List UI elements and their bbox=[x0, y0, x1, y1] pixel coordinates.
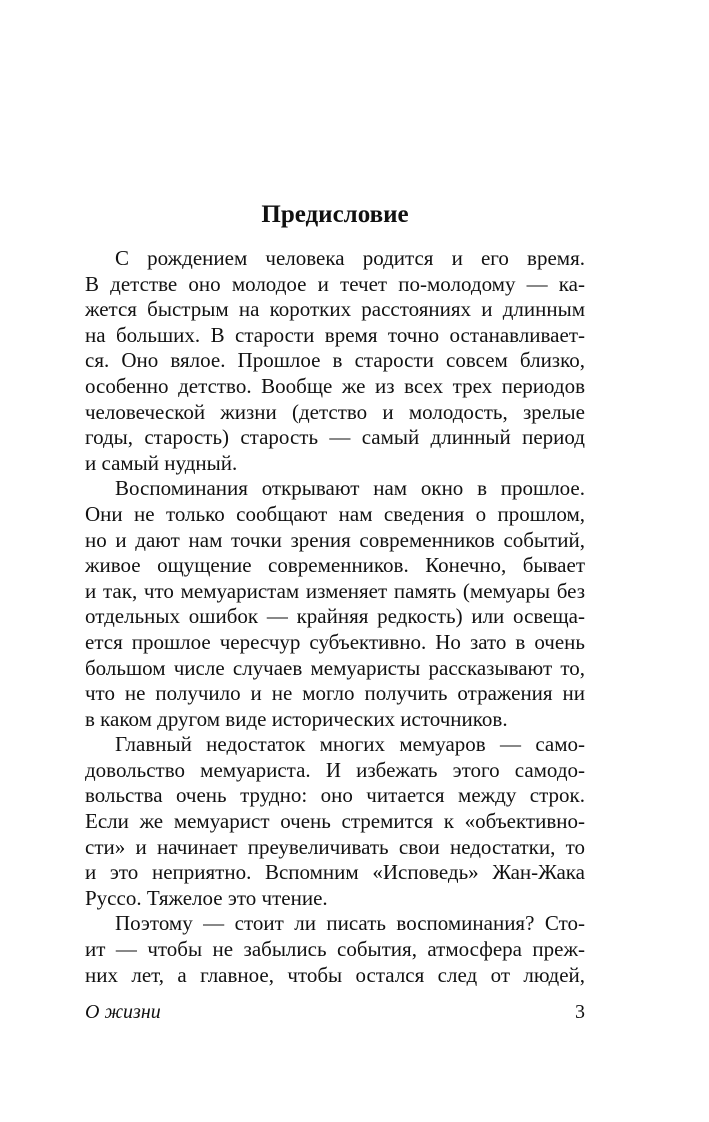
text-line: них лет, а главное, чтобы остался след от людей, bbox=[85, 962, 585, 987]
text-line: Если же мемуарист очень стремится к «объективно- bbox=[85, 809, 585, 834]
text-line: живое ощущение современников. Конечно, бывает bbox=[85, 553, 585, 578]
text-line: ит — чтобы не забылись события, атмосфера преж- bbox=[85, 937, 585, 962]
page-number: 3 bbox=[575, 1001, 585, 1023]
text-line: человеческой жизни (детство и молодость, зрелые bbox=[85, 399, 585, 424]
text-line: В детстве оно молодое и течет по-молодому — ка- bbox=[85, 271, 585, 296]
text-line: и так, что мемуаристам изменяет память (мемуары без bbox=[85, 578, 585, 603]
page-footer bbox=[85, 1000, 585, 1024]
text-line: годы, старость) старость — самый длинный период bbox=[85, 425, 585, 450]
text-line: ся. Оно вялое. Прошлое в старости совсем близко, bbox=[85, 348, 585, 373]
page-body bbox=[85, 200, 585, 988]
text-line: и это неприятно. Вспомним «Исповедь» Жан-Жака bbox=[85, 860, 585, 885]
text-line: С рождением человека родится и его время. bbox=[115, 246, 585, 270]
text-line: вольства очень трудно: оно читается между строк. bbox=[85, 783, 585, 808]
text-line: жется быстрым на коротких расстояниях и длинным bbox=[85, 297, 585, 322]
text-line: и самый нудный. bbox=[85, 450, 238, 475]
text-line: ется прошлое чересчур субъективно. Но зато в очень bbox=[85, 629, 585, 654]
text-line: что не получило и не могло получить отражения ни bbox=[85, 681, 585, 706]
text-line: Воспоминания открывают нам окно в прошлое. bbox=[115, 476, 585, 501]
text-line: на больших. В старости время точно останавливает- bbox=[85, 322, 585, 347]
text-line: Главный недостаток многих мемуаров — само- bbox=[115, 732, 585, 757]
text-line: большом числе случаев мемуаристы рассказывают то, bbox=[85, 655, 585, 680]
running-footer-title: О жизни bbox=[85, 1001, 161, 1023]
text-line: в каком другом виде исторических источников. bbox=[85, 706, 508, 731]
text-line: Они не только сообщают нам сведения о прошлом, bbox=[85, 501, 585, 526]
text-line: Руссо. Тяжелое это чтение. bbox=[85, 885, 328, 910]
text-line: особенно детство. Вообще же из всех трех периодов bbox=[85, 373, 585, 398]
text-line: но и дают нам точки зрения современников событий, bbox=[85, 527, 585, 552]
page-title: Предисловие bbox=[261, 201, 409, 228]
text-line: Поэтому — стоит ли писать воспоминания? Сто- bbox=[115, 911, 585, 936]
text-line: довольство мемуариста. И избежать этого самодо- bbox=[85, 757, 585, 782]
text-line: отдельных ошибок — крайняя редкость) или освеща- bbox=[85, 604, 585, 629]
text-body bbox=[85, 246, 585, 988]
text-line: сти» и начинает преувеличивать свои недостатки, то bbox=[85, 834, 585, 859]
